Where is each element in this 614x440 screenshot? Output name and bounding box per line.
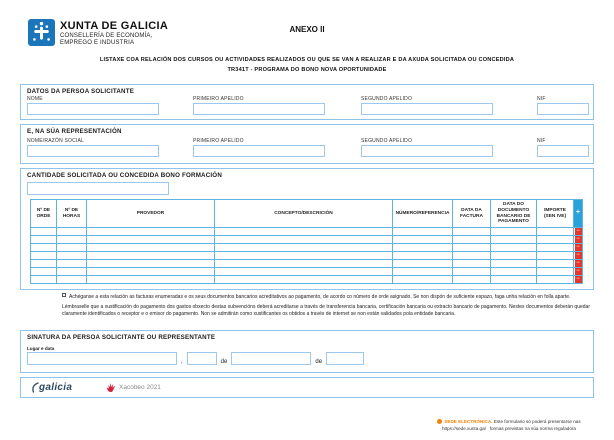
column-header: NÚMERO/REFERENCIA	[393, 200, 453, 228]
notes-block	[62, 293, 590, 317]
sede-url-link[interactable]: https://sede.xunta.gal	[442, 425, 486, 431]
section-applicant	[20, 84, 594, 120]
table-cell[interactable]	[453, 244, 491, 252]
table-cell[interactable]	[57, 260, 87, 268]
table-cell[interactable]	[31, 268, 57, 276]
table-cell[interactable]	[453, 268, 491, 276]
table-row	[31, 236, 583, 244]
section-representative	[20, 124, 594, 164]
table-cell[interactable]	[537, 252, 574, 260]
column-header: IMPORTE (SEN IVE)	[537, 200, 574, 228]
table-cell[interactable]	[57, 228, 87, 236]
table-cell[interactable]	[87, 236, 215, 244]
section-amount-title: CANTIDADE SOLICITADA OU CONCEDIDA BONO FORMACIÓN	[27, 172, 222, 179]
remove-row-button[interactable]: −	[576, 260, 580, 266]
section-signature-title: SINATURA DA PERSOA SOLICITANTE OU REPRESENTANTE	[27, 334, 216, 341]
column-header: Nº DE HORAS	[57, 200, 87, 228]
table-cell[interactable]	[215, 228, 393, 236]
table-cell[interactable]	[491, 244, 537, 252]
applicant-nif-field[interactable]	[537, 103, 589, 115]
table-cell[interactable]	[453, 228, 491, 236]
table-cell[interactable]	[491, 276, 537, 284]
table-cell[interactable]	[537, 244, 574, 252]
table-cell[interactable]	[215, 236, 393, 244]
remove-row-button[interactable]: −	[576, 236, 580, 242]
table-cell[interactable]	[393, 244, 453, 252]
table-cell[interactable]	[215, 260, 393, 268]
table-cell[interactable]	[87, 260, 215, 268]
sede-electronica-note	[430, 419, 588, 433]
table-row	[31, 252, 583, 260]
table-cell[interactable]	[537, 260, 574, 268]
section-applicant-title: DATOS DA PERSOA SOLICITANTE	[27, 88, 135, 95]
sede-electronica-icon	[437, 419, 442, 424]
table-cell[interactable]	[453, 236, 491, 244]
table-cell[interactable]	[57, 252, 87, 260]
table-cell[interactable]	[57, 268, 87, 276]
representative-primeiro-apelido-field[interactable]	[193, 145, 325, 157]
sede-line2-text: formas previstas na súa norma reguladora	[489, 425, 576, 431]
table-cell[interactable]	[215, 252, 393, 260]
table-cell[interactable]	[393, 260, 453, 268]
attach-documents-checkbox[interactable]	[62, 293, 66, 297]
section-signature	[20, 330, 594, 373]
field-label-nif: NIF	[537, 138, 546, 144]
table-cell[interactable]	[31, 252, 57, 260]
remove-row-button[interactable]: −	[576, 244, 580, 250]
representative-nome-field[interactable]	[27, 145, 159, 157]
org-name: XUNTA DE GALICIA	[60, 20, 169, 32]
add-row-button[interactable]: +	[574, 200, 583, 228]
table-cell[interactable]	[31, 276, 57, 284]
xacobeo-label: Xacobeo 2021	[119, 384, 161, 391]
courses-table	[30, 199, 583, 284]
table-row	[31, 244, 583, 252]
applicant-segundo-apelido-field[interactable]	[361, 103, 493, 115]
sede-label: SEDE ELECTRÓNICA.	[444, 419, 493, 424]
field-label-primeiro-apelido: PRIMEIRO APELIDO	[193, 96, 244, 102]
table-cell[interactable]	[491, 260, 537, 268]
table-cell[interactable]	[537, 228, 574, 236]
table-cell[interactable]	[491, 236, 537, 244]
xacobeo-logo	[106, 382, 161, 393]
signature-year-field[interactable]	[326, 352, 364, 365]
applicant-primeiro-apelido-field[interactable]	[193, 103, 325, 115]
table-cell[interactable]	[57, 236, 87, 244]
column-header: Nº DE ORDE	[31, 200, 57, 228]
table-cell[interactable]	[31, 244, 57, 252]
table-row	[31, 260, 583, 268]
document-subtitle: TR341T - PROGRAMA DO BONO NOVA OPORTUNIDADE	[227, 67, 387, 73]
field-label-segundo-apelido: SEGUNDO APELIDO	[361, 96, 413, 102]
amount-requested-field[interactable]	[27, 182, 169, 195]
section-amount	[20, 168, 594, 290]
reminder-note-text: Lémbraselle que a xustificación do pagamento dos gastos obxecto destas subvencións deberá acreditarse a través de transferencia bancaria, certificación bancaria ou extracto bancario de pagamento. Nestes documentos deberán quedar claramente identificados o receptor e o emisor do pagamento. Non se admitirán como xustificantes os obtidos a través de internet se non están validados pola entidade bancaria.	[62, 303, 590, 317]
attach-note-row	[62, 293, 590, 301]
signature-month-field[interactable]	[231, 352, 311, 365]
table-cell[interactable]	[31, 236, 57, 244]
table-cell[interactable]	[57, 276, 87, 284]
representative-segundo-apelido-field[interactable]	[361, 145, 493, 157]
galicia-wordmark: galicia	[39, 382, 73, 393]
column-header: DATA DO DOCUMENTO BANCARIO DE PAGAMENTO	[491, 200, 537, 228]
table-cell[interactable]	[453, 260, 491, 268]
table-cell[interactable]	[453, 252, 491, 260]
table-cell[interactable]	[393, 268, 453, 276]
remove-row-button[interactable]: −	[576, 252, 580, 258]
representative-nif-field[interactable]	[537, 145, 589, 157]
field-label-nif: NIF	[537, 96, 546, 102]
sede-line1-text: Este formulario só poderá presentarse nas	[493, 419, 581, 424]
field-label-segundo-apelido: SEGUNDO APELIDO	[361, 138, 413, 144]
table-cell[interactable]	[537, 276, 574, 284]
applicant-nome-field[interactable]	[27, 103, 159, 115]
galicia-swash-icon	[31, 382, 39, 393]
annex-label: ANEXO II	[289, 25, 325, 34]
table-row	[31, 276, 583, 284]
de-word-1: de	[220, 359, 228, 365]
table-row	[31, 268, 583, 276]
section-representative-title: E, NA SÚA REPRESENTACIÓN	[27, 128, 122, 135]
table-cell[interactable]	[537, 236, 574, 244]
table-cell[interactable]	[31, 228, 57, 236]
table-cell[interactable]	[453, 276, 491, 284]
comma-separator: ,	[181, 359, 183, 365]
column-header: DATA DA FACTURA	[453, 200, 491, 228]
remove-row-button[interactable]: −	[576, 276, 580, 282]
org-department-line1: CONSELLERÍA DE ECONOMÍA,	[60, 33, 153, 39]
signature-day-field[interactable]	[187, 352, 217, 365]
table-cell[interactable]	[87, 252, 215, 260]
table-cell[interactable]	[87, 228, 215, 236]
table-cell[interactable]	[393, 236, 453, 244]
table-header-row	[31, 200, 583, 228]
table-cell[interactable]	[57, 244, 87, 252]
table-cell[interactable]	[393, 228, 453, 236]
column-header: PROVEDOR	[87, 200, 215, 228]
place-date-label: Lugar e data	[27, 346, 55, 351]
field-label-nome-razon-social: NOME/RAZÓN SOCIAL	[27, 138, 85, 144]
table-cell[interactable]	[537, 268, 574, 276]
table-cell[interactable]	[491, 252, 537, 260]
table-cell[interactable]	[393, 276, 453, 284]
table-cell[interactable]	[215, 244, 393, 252]
table-cell[interactable]	[215, 268, 393, 276]
table-cell[interactable]	[215, 276, 393, 284]
org-department-line2: EMPREGO E INDUSTRIA	[60, 40, 135, 46]
footer-logo-bar	[20, 377, 594, 398]
table-body	[31, 228, 583, 284]
document-title: LISTAXE COA RELACIÓN DOS CURSOS OU ACTIVIDADES REALIZADOS OU QUE SE VAN A REALIZAR E DA AXUDA SOLICITADA OU CONCEDIDA	[99, 57, 515, 63]
table-cell[interactable]	[87, 276, 215, 284]
field-label-nome: NOME	[27, 96, 43, 102]
xacobeo-shell-icon	[106, 382, 116, 393]
table-row	[31, 228, 583, 236]
table-cell[interactable]	[393, 252, 453, 260]
galicia-logo	[31, 382, 72, 393]
remove-row-button[interactable]: −	[576, 228, 580, 234]
table-cell[interactable]	[491, 268, 537, 276]
table-cell[interactable]	[491, 228, 537, 236]
remove-row-button[interactable]: −	[576, 268, 580, 274]
table-cell[interactable]	[87, 268, 215, 276]
field-label-primeiro-apelido: PRIMEIRO APELIDO	[193, 138, 244, 144]
attach-note-text: Achéganse a esta relación as facturas enumeradas e os seus documentos bancarios acreditativos ao pagamento, de acordo co número de orde asignado. Se non dispón de suficiente espazo, faga unha relación en folla aparte.	[69, 294, 571, 300]
de-word-2: de	[315, 359, 323, 365]
table-cell[interactable]	[31, 260, 57, 268]
signature-place-field[interactable]	[27, 352, 177, 365]
table-cell[interactable]	[87, 244, 215, 252]
column-header: CONCEPTO/DESCRICIÓN	[215, 200, 393, 228]
